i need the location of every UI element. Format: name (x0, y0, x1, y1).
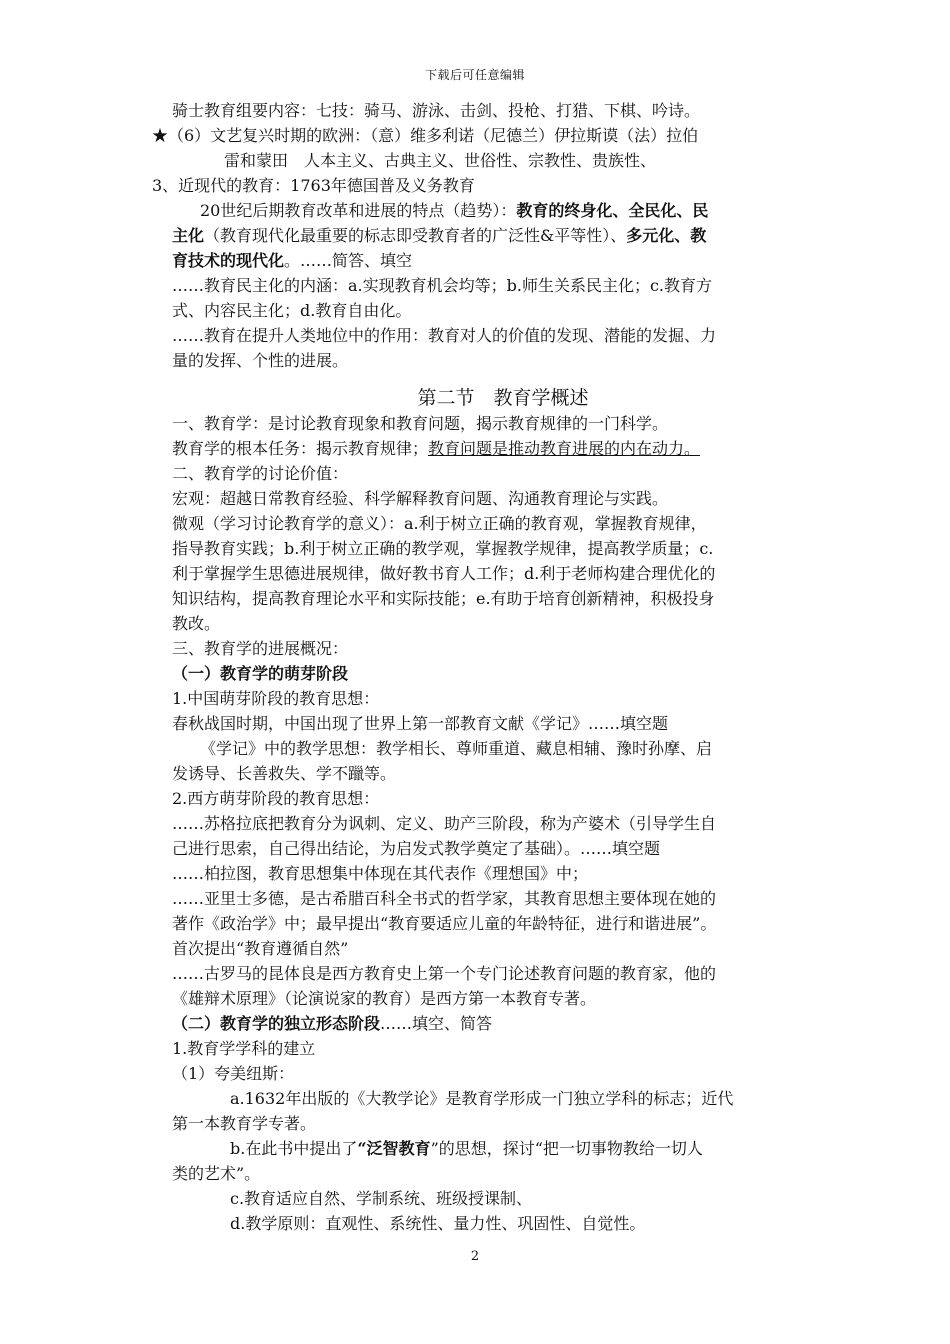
text-line: d.教学原则：直观性、系统性、量力性、巩固性、自觉性。 (230, 1214, 646, 1233)
text-line: 3、近现代的教育：1763年德国普及义务教育 (152, 176, 475, 195)
text-line: 二、教育学的讨论价值： (172, 464, 349, 483)
text-line: 1.教育学学科的建立 (172, 1039, 316, 1058)
text-span: ……填空、简答 (380, 1014, 493, 1033)
text-line: 类的艺术”。 (172, 1164, 261, 1183)
text-line: 著作《政治学》中；最早提出“教育要适应儿童的年龄特征，进行和谐进展”。 (172, 914, 717, 933)
page-header: 下载后可任意编辑 (424, 68, 525, 82)
text-line: 发诱导、长善救失、学不躐等。 (172, 764, 397, 783)
text-line: 雷和蒙田 人本主义、古典主义、世俗性、宗教性、贵族性、 (224, 151, 657, 170)
document-body (152, 98, 834, 1236)
text-line: 《雄辩术原理》（论演说家的教育）是西方第一本教育专著。 (172, 989, 597, 1008)
text-line (172, 1136, 834, 1161)
text-line (172, 248, 834, 273)
text-line: 知识结构，提高教育理论水平和实际技能；e.有助于培育创新精神，积极投身 (172, 589, 715, 608)
text-line: 式、内容民主化；d.教育自由化。 (172, 301, 412, 320)
text-line (172, 436, 834, 461)
text-line: ……教育在提升人类地位中的作用：教育对人的价值的发现、潜能的发掘、力 (172, 326, 717, 345)
text-span: ”的思想，探讨“把一切事物教给一切人 (430, 1139, 703, 1158)
text-line: 1.中国萌芽阶段的教育思想： (172, 689, 380, 708)
text-line: ……柏拉图，教育思想集中体现在其代表作《理想国》中； (172, 864, 589, 883)
text-line: 教改。 (172, 614, 221, 633)
text-line: 骑士教育组要内容：七技：骑马、游泳、击剑、投枪、打猎、下棋、吟诗。 (172, 101, 701, 120)
bold-text: 多元化、教 (626, 226, 707, 245)
text-line: （1）夸美纽斯： (172, 1064, 295, 1083)
text-line: ……教育民主化的内涵：a.实现教育机会均等；b.师生关系民主化；c.教育方 (172, 276, 713, 295)
bold-text: （二）教育学的独立形态阶段 (172, 1014, 381, 1033)
text-line (172, 198, 834, 223)
text-line: 《学记》中的教学思想：教学相长、尊师重道、藏息相辅、豫时孙摩、启 (200, 739, 713, 758)
page-number: 2 (470, 1249, 480, 1264)
text-span: 教育学的根本任务：揭示教育规律； (172, 439, 429, 458)
text-line: 首次提出“教育遵循自然” (172, 939, 349, 958)
text-line: 己进行思索，自己得出结论，为启发式教学奠定了基础）。……填空题 (172, 839, 661, 858)
text-line: ……古罗马的昆体良是西方教育史上第一个专门论述教育问题的教育家，他的 (172, 964, 717, 983)
text-line: 宏观：超越日常教育经验、科学解释教育问题、沟通教育理论与实践。 (172, 489, 669, 508)
bold-text: “泛智教育 (357, 1139, 431, 1158)
text-span: 20世纪后期教育改革和进展的特点（趋势）： (200, 201, 517, 220)
bold-text: 育技术的现代化 (172, 251, 285, 270)
text-line: 利于掌握学生思德进展规律，做好教书育人工作；d.利于老师构建合理优化的 (172, 564, 716, 583)
text-line: c.教育适应自然、学制系统、班级授课制、 (230, 1189, 533, 1208)
subheading: （一）教育学的萌芽阶段 (172, 664, 349, 683)
text-line: 一、教育学：是讨论教育现象和教育问题，揭示教育规律的一门科学。 (172, 414, 669, 433)
text-line: 微观（学习讨论教育学的意义）：a.利于树立正确的教育观，掌握教育规律， (172, 514, 707, 533)
bold-text: 主化 (172, 226, 205, 245)
text-span: （教育现代化最重要的标志即受教育者的广泛性&平等性）、 (204, 226, 627, 245)
text-line: ……苏格拉底把教育分为讽刺、定义、助产三阶段，称为产婆术（引导学生自 (172, 814, 717, 833)
text-line: 量的发挥、个性的进展。 (172, 351, 349, 370)
underlined-text: 教育问题是推动教育进展的内在动力。 (428, 439, 701, 458)
text-line: 2.西方萌芽阶段的教育思想： (172, 789, 380, 808)
text-line: 第一本教育学专著。 (172, 1114, 317, 1133)
text-line: ★（6）文艺复兴时期的欧洲：（意）维多利诺（尼德兰）伊拉斯谟（法）拉伯 (152, 126, 699, 145)
text-span: 。……简答、填空 (284, 251, 413, 270)
text-line: a.1632年出版的《大教学论》是教育学形成一门独立学科的标志；近代 (230, 1089, 734, 1108)
text-line: ……亚里士多德，是古希腊百科全书式的哲学家，其教育思想主要体现在她的 (172, 889, 717, 908)
bold-text: 教育的终身化、全民化、民 (516, 201, 709, 220)
section-title: 第二节 教育学概述 (417, 387, 589, 409)
text-line: 三、教育学的进展概况： (172, 639, 349, 658)
text-line: 指导教育实践；b.利于树立正确的教学观，掌握教学规律，提高教学质量；c. (172, 539, 714, 558)
text-line (172, 1011, 834, 1036)
text-line: 春秋战国时期，中国出现了世界上第一部教育文献《学记》……填空题 (172, 714, 669, 733)
text-line (172, 223, 834, 248)
text-span: b.在此书中提出了 (230, 1139, 358, 1158)
